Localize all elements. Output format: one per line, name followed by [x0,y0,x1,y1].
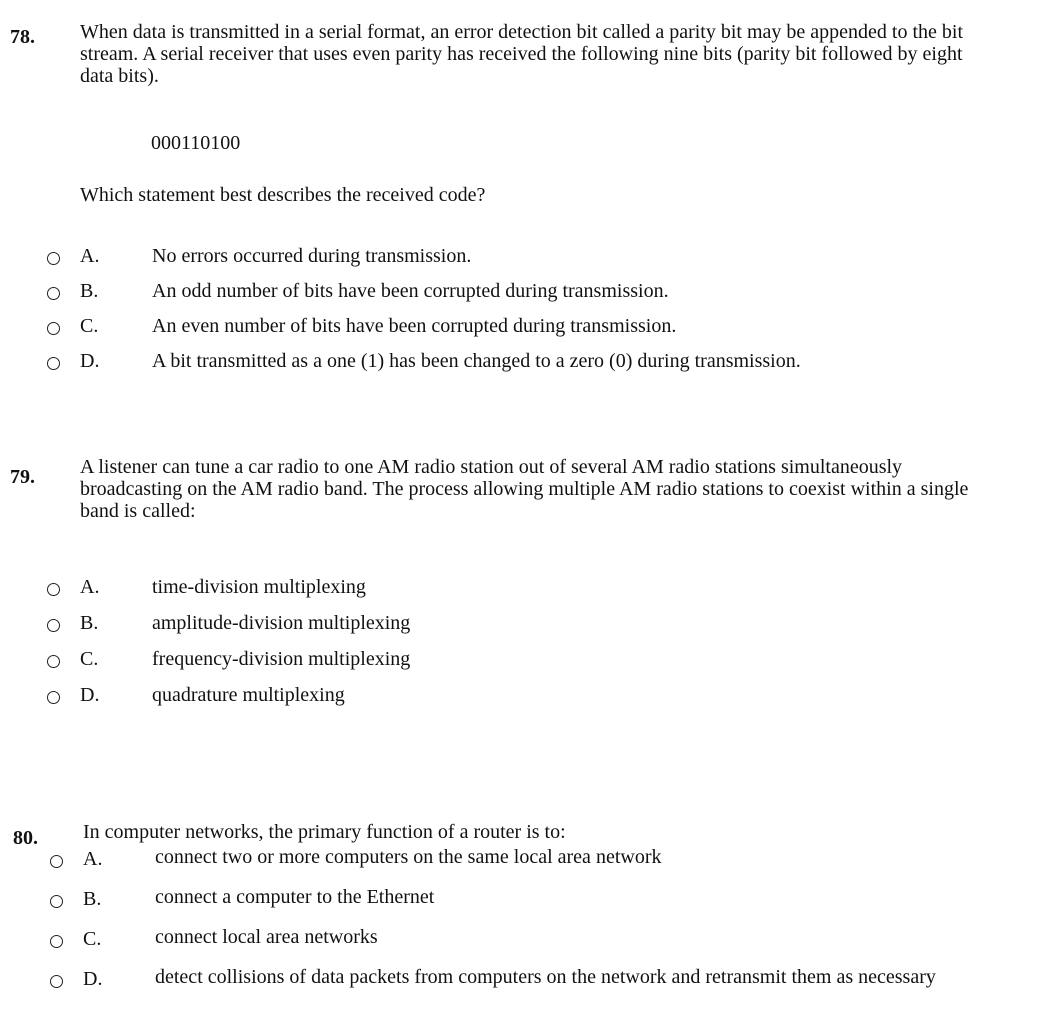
choice-letter: A. [80,245,100,267]
answer-choice-d[interactable] [0,966,1042,1014]
choice-text: amplitude-division multiplexing [152,612,411,634]
radio-button-icon[interactable] [47,655,60,668]
answer-choice-a[interactable] [0,245,1042,269]
radio-button-icon[interactable] [50,855,63,868]
answer-choice-b[interactable] [0,612,1042,636]
choice-text: connect local area networks [155,926,378,948]
choice-letter: B. [80,280,99,302]
radio-button-icon[interactable] [47,287,60,300]
radio-button-icon[interactable] [47,619,60,632]
answer-choice-d[interactable] [0,684,1042,708]
choice-letter: D. [80,350,100,372]
radio-button-icon[interactable] [47,691,60,704]
question-number: 80. [13,827,38,849]
choice-text: An odd number of bits have been corrupted during transmission. [152,280,669,302]
question-text: In computer networks, the primary function of a router is to: [83,821,566,843]
choice-letter: A. [83,848,103,870]
choice-letter: D. [83,968,103,990]
answer-choice-a[interactable] [0,846,1042,870]
radio-button-icon[interactable] [47,322,60,335]
question-number: 78. [10,26,35,48]
radio-button-icon[interactable] [47,357,60,370]
choice-text: connect a computer to the Ethernet [155,886,435,908]
answer-choice-c[interactable] [0,648,1042,672]
choice-text: An even number of bits have been corrupted during transmission. [152,315,677,337]
choice-letter: D. [80,684,100,706]
choice-letter: A. [80,576,100,598]
choice-text: time-division multiplexing [152,576,366,598]
question-prompt: Which statement best describes the received code? [80,184,486,206]
answer-choice-c[interactable] [0,926,1042,950]
answer-choice-d[interactable] [0,350,1042,374]
answer-choice-b[interactable] [0,886,1042,910]
choice-text: connect two or more computers on the same local area network [155,846,662,868]
radio-button-icon[interactable] [47,583,60,596]
received-bit-code: 000110100 [151,132,241,154]
choice-text: quadrature multiplexing [152,684,345,706]
choice-letter: C. [83,928,102,950]
radio-button-icon[interactable] [47,252,60,265]
answer-choice-b[interactable] [0,280,1042,304]
choice-letter: B. [80,612,99,634]
radio-button-icon[interactable] [50,975,63,988]
choice-letter: B. [83,888,102,910]
choice-text: frequency-division multiplexing [152,648,411,670]
question-text: A listener can tune a car radio to one AM radio station out of several AM radio stations simultaneously broadcasting on the AM radio band. The process allowing multiple AM radio stations to coexist within a single band is called: [80,456,969,522]
choice-letter: C. [80,648,99,670]
answer-choice-c[interactable] [0,315,1042,339]
question-number: 79. [10,466,35,488]
choice-text: detect collisions of data packets from computers on the network and retransmit them as necessary [155,966,936,988]
question-text: When data is transmitted in a serial format, an error detection bit called a parity bit may be appended to the bit stream. A serial receiver that uses even parity has received the following nine bits (parity bit followed by eight data bits). [80,21,964,87]
radio-button-icon[interactable] [50,935,63,948]
choice-text: A bit transmitted as a one (1) has been changed to a zero (0) during transmission. [152,350,801,372]
radio-button-icon[interactable] [50,895,63,908]
answer-choice-a[interactable] [0,576,1042,600]
choice-text: No errors occurred during transmission. [152,245,472,267]
choice-letter: C. [80,315,99,337]
